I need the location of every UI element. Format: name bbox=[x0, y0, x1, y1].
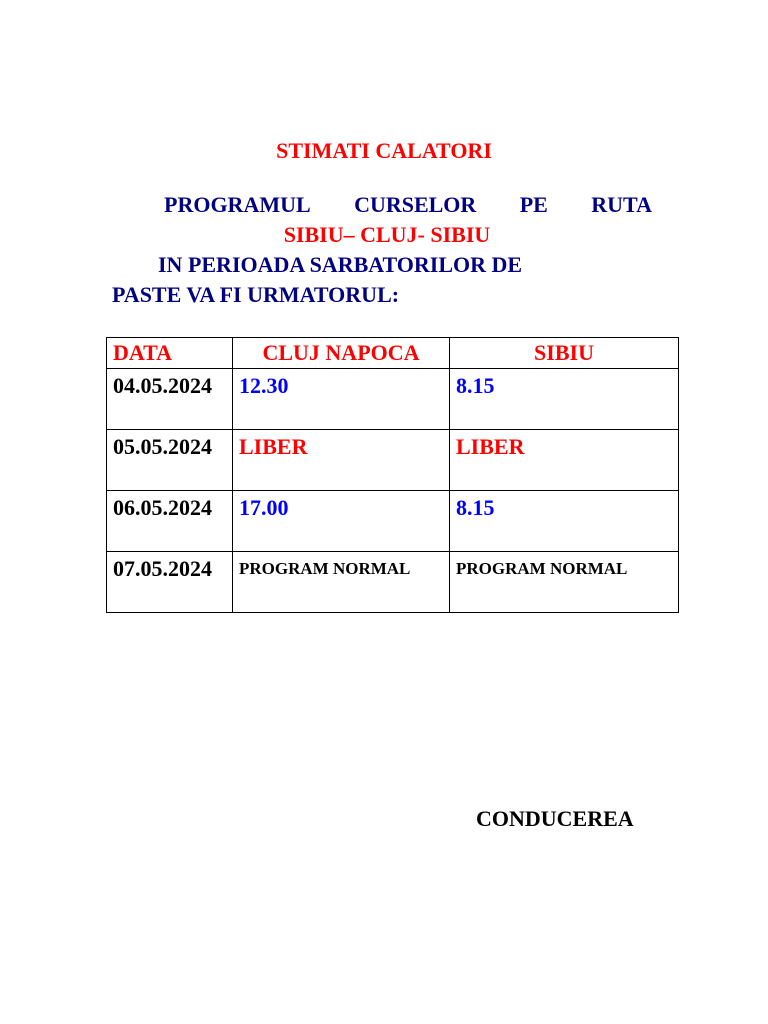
table-row bbox=[107, 491, 679, 552]
cell-sibiu-time: 8.15 bbox=[450, 491, 679, 552]
table-row bbox=[107, 552, 679, 613]
intro-line-4: PASTE VA FI URMATORUL: bbox=[112, 282, 400, 307]
header-cluj-napoca: CLUJ NAPOCA bbox=[233, 338, 450, 369]
cell-cluj-time: 12.30 bbox=[233, 369, 450, 430]
cell-sibiu-program: PROGRAM NORMAL bbox=[450, 552, 679, 613]
cell-cluj-status: LIBER bbox=[233, 430, 450, 491]
cell-date: 05.05.2024 bbox=[107, 430, 233, 491]
table-row bbox=[107, 369, 679, 430]
intro-word: CURSELOR bbox=[354, 192, 477, 217]
route-name: SIBIU– CLUJ- SIBIU bbox=[283, 222, 491, 247]
cell-cluj-time: 17.00 bbox=[233, 491, 450, 552]
signature: CONDUCEREA bbox=[476, 806, 634, 831]
table-row bbox=[107, 430, 679, 491]
intro-word: PE bbox=[519, 192, 548, 217]
cell-sibiu-time: 8.15 bbox=[450, 369, 679, 430]
cell-date: 07.05.2024 bbox=[107, 552, 233, 613]
intro-word: PROGRAMUL bbox=[164, 192, 311, 217]
cell-sibiu-status: LIBER bbox=[450, 430, 679, 491]
header-date: DATA bbox=[107, 338, 233, 369]
cell-date: 04.05.2024 bbox=[107, 369, 233, 430]
header-sibiu: SIBIU bbox=[450, 338, 679, 369]
intro-line-1 bbox=[112, 190, 652, 220]
intro-text bbox=[112, 190, 652, 310]
cell-cluj-program: PROGRAM NORMAL bbox=[233, 552, 450, 613]
intro-word: RUTA bbox=[591, 192, 652, 217]
page-title: STIMATI CALATORI bbox=[276, 138, 492, 163]
schedule-table bbox=[106, 337, 679, 613]
table-header-row bbox=[107, 338, 679, 369]
intro-line-3: IN PERIOADA SARBATORILOR DE bbox=[158, 252, 523, 277]
cell-date: 06.05.2024 bbox=[107, 491, 233, 552]
